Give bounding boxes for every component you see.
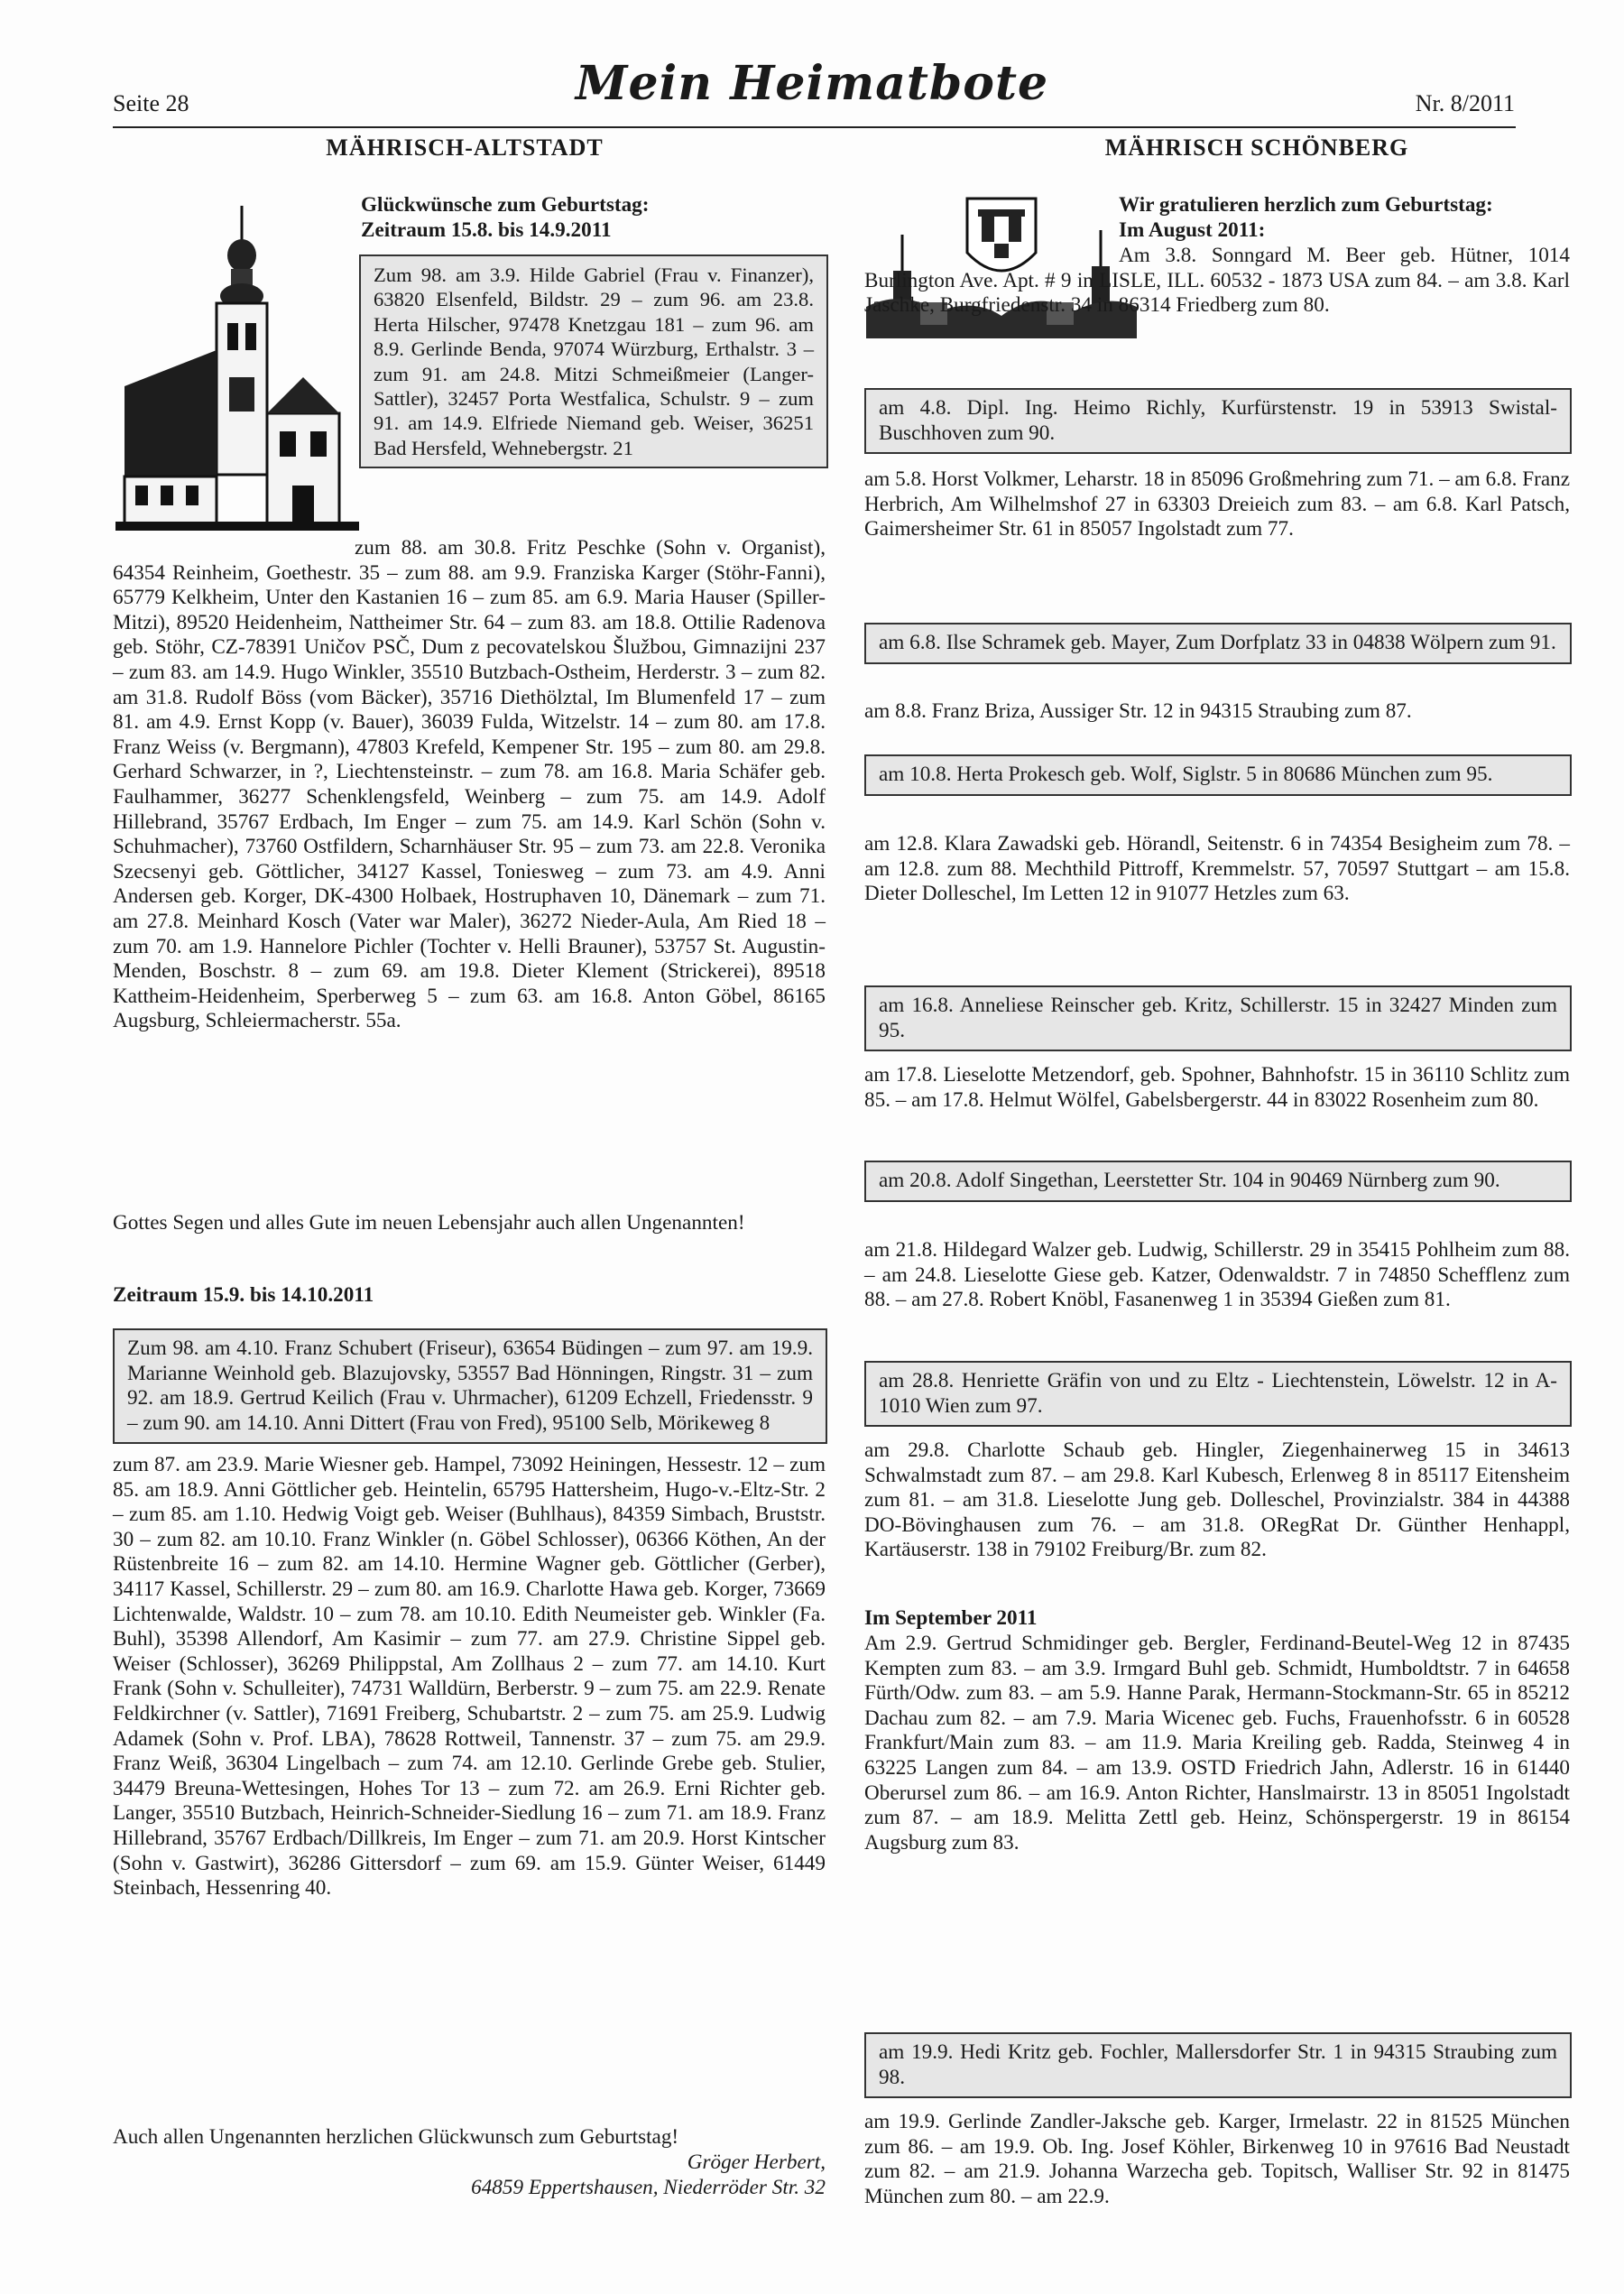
paragraph-left-4: Auch allen Ungenannten herzlichen Glückwunsch zum Geburtstag!: [113, 2125, 679, 2149]
subtitle-zeitraum-2: Zeitraum 15.9. bis 14.10.2011: [113, 1283, 374, 1307]
paragraph-right-8: am 19.9. Gerlinde Zandler-Jaksche geb. Karger, Irmelastr. 22 in 81525 München zum 86. – am 19.9. Ob. Ing. Josef Köhler, Birkenweg 10 in 97616 Bad Neustadt zum 82. – am 21.9. Johanna Warzecha geb. Topitsch, Walliser Str. 92 in 81475 München zum 80. – am 22.9.: [864, 2110, 1570, 2208]
paragraph-right-2: am 8.8. Franz Briza, Aussiger Str. 12 in 94315 Straubing zum 87.: [864, 699, 1412, 723]
highlight-box-r7: am 19.9. Hedi Kritz geb. Fochler, Mallersdorfer Str. 1 in 94315 Straubing zum 98.: [864, 2032, 1572, 2098]
paragraph-right-3: am 12.8. Klara Zawadski geb. Hörandl, Seitenstr. 6 in 74354 Besigheim zum 78. – am 12.8. zum 88. Mechthild Pittroff, Kremmelstr. 57, 70597 Stuttgart – am 15.8. Dieter Dolleschel, Im Letten 12 in 91077 Hetzles zum 63.: [864, 832, 1570, 906]
first-entry: Am 3.8. Sonngard M. Beer geb. Hütner, 1014 Burlington Ave. Apt. # 9 in LISLE, ILL. 60532 - 1873 USA zum 84. – am 3.8. Karl Jaschke, Burgfriedenstr. 34 in 86314 Friedberg zum 80.: [864, 244, 1570, 318]
paragraph-right-4: am 17.8. Lieselotte Metzendorf, geb. Spohner, Bahnhofstr. 15 in 36110 Schlitz zum 85. – am 17.8. Helmut Wölfel, Gabelsbergerstr. 44 in 83022 Rosenheim zum 80.: [864, 1063, 1570, 1112]
highlight-box-r3: am 10.8. Herta Prokesch geb. Wolf, Siglstr. 5 in 80686 München zum 95.: [864, 754, 1572, 796]
highlight-box-r5: am 20.8. Adolf Singethan, Leerstetter Str. 104 in 90469 Nürnberg zum 90.: [864, 1161, 1572, 1202]
intro-august: Im August 2011:: [1119, 218, 1266, 242]
paragraph-right-1: am 5.8. Horst Volkmer, Leharstr. 18 in 85096 Großmehring zum 71. – am 6.8. Franz Herbrich, Am Wilhelmshof 27 in 63303 Dreieich zum 83. – am 6.8. Karl Patsch, Gaimersheimer Str. 61 in 85057 Ingolstadt zum 77.: [864, 467, 1570, 541]
highlight-box-2: Zum 98. am 4.10. Franz Schubert (Friseur), 63654 Büdingen – zum 97. am 19.9. Marianne Weinhold geb. Blazujovsky, 53557 Bad Hönningen, Ringstr. 31 – zum 92. am 18.9. Gertrud Keilich (Frau v. Uhrmacher), 61209 Echzell, Friedensstr. 9 – zum 90. am 14.10. Anni Dittert (Frau von Fred), 95100 Selb, Mörikeweg 8: [113, 1328, 827, 1444]
paragraph-right-5: am 21.8. Hildegard Walzer geb. Ludwig, Schillerstr. 29 in 35415 Pohlheim zum 88. – am 24.8. Lieselotte Giese geb. Katzer, Odenwaldstr. 7 in 74850 Schefflenz zum 88. – am 27.8. Robert Knöbl, Fasanenweg 1 in 35394 Gießen zum 81.: [864, 1238, 1570, 1312]
heading-september: Im September 2011: [864, 1606, 1038, 1630]
church-illustration: [115, 206, 359, 531]
page-number: Seite 28: [113, 90, 189, 116]
highlight-box-r6: am 28.8. Henriette Gräfin von und zu Eltz - Liechtenstein, Löwelstr. 12 in A-1010 Wien zum 97.: [864, 1361, 1572, 1427]
subtitle-zeitraum-1: Zeitraum 15.8. bis 14.9.2011: [361, 218, 612, 242]
intro-gratulieren: Wir gratulieren herzlich zum Geburtstag:: [1119, 193, 1493, 217]
masthead: Mein Heimatbote: [575, 56, 1049, 111]
subtitle-glueckwuensche: Glückwünsche zum Geburtstag:: [361, 193, 650, 217]
paragraph-left-1: zum 88. am 30.8. Fritz Peschke (Sohn v. Organist), 64354 Reinheim, Goethestr. 35 – zum 88. am 9.9. Franziska Karger (Stöhr-Fanni), 65779 Kelkheim, Unter den Kastanien 16 – zum 85. am 6.9. Maria Hauser (Spiller-Mitzi), 89520 Heidenheim, Nattheimer Str. 64 – zum 83. am 18.8. Ottilie Radenova geb. Stöhr, CZ-78391 Uničov PSČ, Dum z pecovatelskou Šlužbou, Gimnazijni 237 – zum 83. am 14.9. Hugo Winkler, 35510 Butzbach-Ostheim, Herderstr. 3 – zum 82. am 31.8. Rudolf Böss (vom Bäcker), 35716 Diethölztal, Im Blumenfeld 17 – zum 81. am 4.9. Ernst Kopp (v. Bauer), 36039 Fulda, Witzelstr. 14 – zum 80. am 17.8. Franz Weiss (v. Bergmann), 47803 Krefeld, Kempener Str. 195 – zum 80. am 29.8. Gerhard Schwarzer, in ?, Liechtensteinstr. – zum 78. am 16.8. Maria Schäfer geb. Faulhammer, 36277 Schenklengsfeld, Weinberg – zum 75. am 14.9. Adolf Hillebrand, 35767 Erdbach, Im Enger – zum 75. am 14.9. Karl Schön (Sohn v. Schuhmacher), 73760 Ostfildern, Scharnhäuser Str. 95 – zum 73. am 22.8. Veronika Szecsenyi geb. Göttlicher, 34127 Kassel, Toniesweg – zum 73. am 4.9. Anni Andersen geb. Korger, DK-4300 Holbaek, Hostruphaven 10, Dänemark – zum 71. am 27.8. Meinhard Kosch (Vater war Maler), 36272 Nieder-Aula, Am Ried 18 – zum 70. am 1.9. Hannelore Pichler (Tochter v. Helli Brauner), 53757 St. Augustin-Menden, Boschstr. 8 – zum 69. am 19.8. Dieter Klement (Strickerei), 89518 Kattheim-Heidenheim, Sperberweg 5 – zum 63. am 16.8. Anton Göbel, 86165 Augsburg, Schleiermacherstr. 55a.: [113, 536, 826, 1033]
highlight-box-r1: am 4.8. Dipl. Ing. Heimo Richly, Kurfürstenstr. 19 in 53913 Swistal-Buschhoven zum 90.: [864, 388, 1572, 454]
section-title-maehrisch-schoenberg: MÄHRISCH SCHÖNBERG: [1104, 134, 1409, 161]
paragraph-right-6: am 29.8. Charlotte Schaub geb. Hingler, Ziegenhainerweg 15 in 34613 Schwalmstadt zum 87. – am 29.8. Karl Kubesch, Erlenweg 8 in 85117 Eitensheim zum 81. – am 31.8. Lieselotte Jung geb. Dolleschel, Provinzialstr. 384 in 44388 DO-Bövinghausen zum 76. – am 31.8. ORegRat Dr. Günther Henhappl, Kartäuserstr. 138 in 79102 Freiburg/Br. zum 82.: [864, 1438, 1570, 1562]
issue-number: Nr. 8/2011: [1415, 90, 1515, 116]
section-title-maehrisch-altstadt: MÄHRISCH-ALTSTADT: [326, 134, 604, 161]
highlight-box-1: Zum 98. am 3.9. Hilde Gabriel (Frau v. Finanzer), 63820 Elsenfeld, Bildstr. 29 – zum 96. am 23.8. Herta Hilscher, 97478 Knetzgau 181 – zum 96. am 8.9. Gerlinde Benda, 97074 Würzburg, Erthalstr. 3 – zum 91. am 24.8. Mitzi Schmeißmeier (Langer-Sattler), 32457 Porta Westfalica, Schulstr. 9 – zum 91. am 14.9. Elfriede Niemand geb. Weiser, 36251 Bad Hersfeld, Wehnebergstr. 21: [359, 254, 828, 468]
signature-address: 64859 Eppertshausen, Niederröder Str. 32: [471, 2176, 826, 2199]
paragraph-left-3: zum 87. am 23.9. Marie Wiesner geb. Hampel, 73092 Heiningen, Hessestr. 12 – zum 85. am 18.9. Anni Göttlicher geb. Heintelin, 65795 Hattersheim, Hugo-v.-Eltz-Str. 2 – zum 85. am 1.10. Hedwig Voigt geb. Weiser (Buhlhaus), 84359 Simbach, Bruststr. 30 – zum 82. am 10.10. Franz Winkler (n. Göbel Schlosser), 06366 Köthen, An der Rüstenbreite 16 – zum 82. am 14.10. Hermine Wagner geb. Göttlicher (Gerber), 34117 Kassel, Schillerstr. 29 – zum 80. am 16.9. Charlotte Hawa geb. Korger, 73669 Lichtenwalde, Waldstr. 10 – zum 78. am 10.10. Edith Neumeister geb. Winkler (Fa. Buhl), 35398 Allendorf, Am Kasimir – zum 77. am 27.9. Christine Sippel geb. Weiser (Schlosser), 36269 Philippstal, Am Zollhaus 2 – zum 77. am 14.10. Kurt Frank (Sohn v. Schulleiter), 74731 Walldürn, Berberstr. 9 – zum 75. am 22.9. Renate Feldkirchner (v. Sattler), 71691 Freiberg, Schubartstr. 2 – zum 75. am 25.9. Ludwig Adamek (Sohn v. Prof. LBA), 78628 Rottweil, Tannenstr. 37 – zum 75. am 29.9. Franz Weiß, 36304 Lingelbach – zum 74. am 12.10. Gerlinde Grebe geb. Stulier, 34479 Breuna-Wettesingen, Hohes Tor 13 – zum 72. am 26.9. Erni Richter geb. Langer, 35510 Butzbach, Heinrich-Schneider-Siedlung 16 – zum 71. am 18.9. Franz Hillebrand, 35767 Erdbach/Dillkreis, Im Enger – zum 71. am 20.9. Horst Kintscher (Sohn v. Gastwirt), 36286 Gittersdorf – zum 69. am 15.9. Günter Weiser, 61449 Steinbach, Hessenring 40.: [113, 1453, 826, 1901]
highlight-box-r2: am 6.8. Ilse Schramek geb. Mayer, Zum Dorfplatz 33 in 04838 Wölpern zum 91.: [864, 623, 1572, 664]
paragraph-right-7: Am 2.9. Gertrud Schmidinger geb. Bergler, Ferdinand-Beutel-Weg 12 in 87435 Kempten zum 83. – am 3.9. Irmgard Buhl geb. Schmidt, Humboldtstr. 7 in 64658 Fürth/Odw. zum 83. – am 5.9. Hanne Parak, Hermann-Stockmann-Str. 65 in 85212 Dachau zum 82. – am 7.9. Maria Wicenec geb. Fuchs, Frauenhofsstr. 6 in 60528 Frankfurt/Main zum 83. – am 11.9. Maria Kreiling geb. Radda, Steinweg 4 in 63225 Langen zum 84. – am 13.9. OSTD Friedrich Jahn, Adlerstr. 16 in 61440 Oberursel zum 86. – am 16.9. Anton Richter, Hanslmairstr. 13 in 85051 Ingolstadt zum 87. – am 18.9. Melitta Zettl geb. Heinz, Schönspergerstr. 19 in 86154 Augsburg zum 83.: [864, 1632, 1570, 1855]
header-rule: [113, 126, 1516, 128]
highlight-box-r4: am 16.8. Anneliese Reinscher geb. Kritz, Schillerstr. 15 in 32427 Minden zum 95.: [864, 985, 1572, 1051]
signature-name: Gröger Herbert,: [687, 2151, 826, 2174]
paragraph-left-2: Gottes Segen und alles Gute im neuen Lebensjahr auch allen Ungenannten!: [113, 1211, 745, 1235]
